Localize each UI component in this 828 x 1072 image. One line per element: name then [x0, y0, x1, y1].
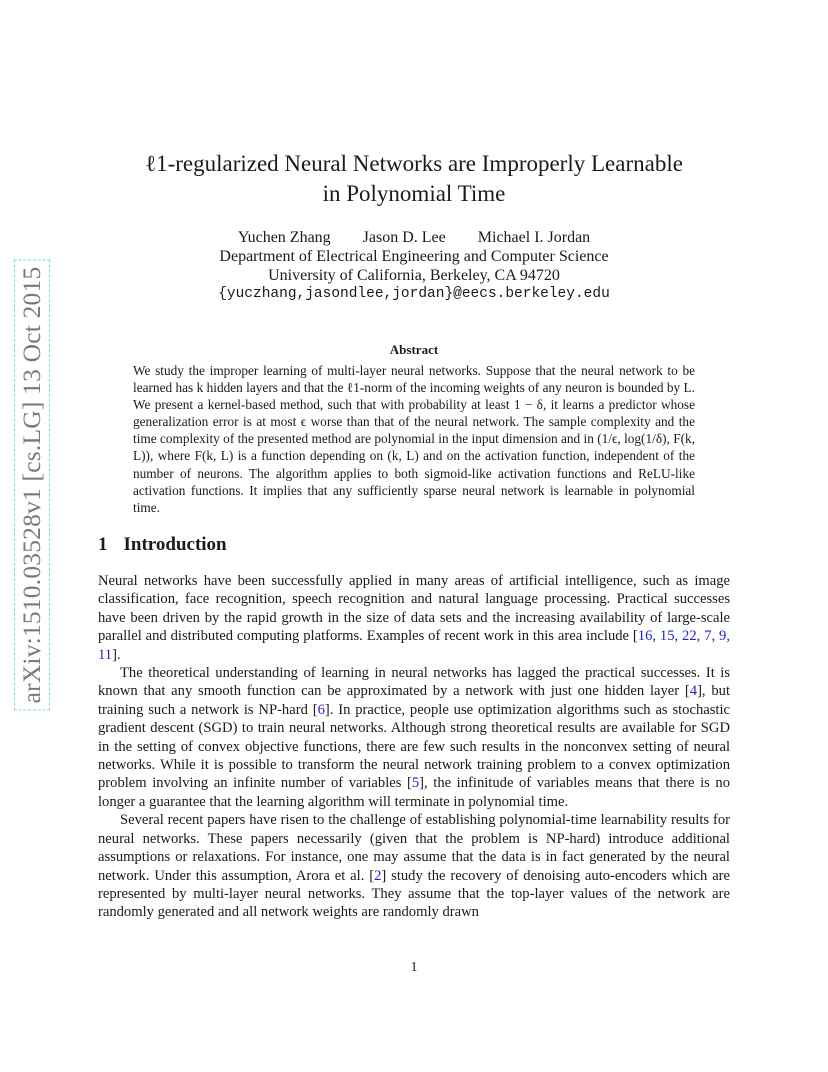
citation-link[interactable]: 4	[689, 683, 698, 700]
paragraph-text: The theoretical understanding of learning in neural networks has lagged the practical successes. It is known that any smooth function can be approximated by a network with just one hidden layer [	[98, 665, 730, 700]
citation-link[interactable]: 16, 15, 22, 7, 9, 11	[98, 628, 730, 663]
paragraph	[98, 572, 730, 664]
author-emails: {yuczhang,jasondlee,jordan}@eecs.berkeley.edu	[218, 286, 610, 302]
author-department: Department of Electrical Engineering and Computer Science	[219, 248, 609, 265]
section-heading	[98, 534, 227, 556]
body-text	[98, 572, 730, 922]
paragraph	[98, 811, 730, 921]
paragraph	[98, 664, 730, 811]
abstract-text: We study the improper learning of multi-layer neural networks. Suppose that the neural network to be learned has k hidden layers and that the ℓ1-norm of the incoming weights of any neuron is bounded by L. We present a kernel-based method, such that with probability at least 1 − δ, it learns a predictor whose generalization error is at most ϵ worse than that of the neural network. The sample complexity and the time complexity of the presented method are polynomial in the input dimension and in (1/ϵ, log(1/δ), F(k, L)), where F(k, L) is a function depending on (k, L) and on the activation function, independent of the number of neurons. The algorithm applies to both sigmoid-like activation functions and ReLU-like activation functions. It implies that any sufficiently sparse neural network is learnable in polynomial time.	[133, 363, 695, 515]
author-block	[0, 228, 828, 304]
paragraph-text: ].	[112, 646, 121, 663]
citation-link[interactable]: 6	[317, 701, 325, 718]
abstract-heading: Abstract	[389, 342, 439, 357]
title-line-2: in Polynomial Time	[322, 181, 506, 206]
paragraph-text: Several recent papers have risen to the challenge of establishing polynomial-time learnability results for neural networks. These papers necessarily (given that the problem is NP-hard) introduce additional assumptions or relaxations. For instance, one may assume that the data is in fact generated by the neural network. Under this assumption, Arora et al. [	[98, 812, 730, 884]
author-names	[0, 228, 828, 247]
author-university: University of California, Berkeley, CA 94720	[268, 267, 560, 284]
author-name: Michael I. Jordan	[477, 229, 591, 246]
paragraph-text: ], the infinitude of variables means that there is no longer a guarantee that the learning algorithm will terminate in polynomial time.	[98, 775, 730, 810]
paragraph-text: Neural networks have been successfully applied in many areas of artificial intelligence, such as image classification, face recognition, speech recognition and natural language processing. Practical successes have been driven by the rapid growth in the size of data sets and the increasing availability of large-scale parallel and distributed computing platforms. Examples of recent work in this area include [	[98, 573, 730, 645]
section-number: 1	[98, 534, 108, 555]
arxiv-sidebar-stamp	[4, 255, 60, 715]
author-name: Jason D. Lee	[362, 229, 446, 246]
paragraph-text: ] study the recovery of denoising auto-encoders which are represented by multi-layer neural networks. They assume that the top-layer values of the network are randomly generated and all network weights are randomly drawn	[98, 867, 731, 921]
abstract-body	[133, 362, 695, 516]
citation-link[interactable]: 5	[411, 775, 420, 792]
author-name: Yuchen Zhang	[237, 229, 331, 246]
section-title: Introduction	[123, 534, 227, 555]
paper-title	[0, 149, 828, 209]
citation-link[interactable]: 2	[374, 867, 382, 884]
arxiv-identifier: arXiv:1510.03528v1 [cs.LG] 13 Oct 2015	[14, 260, 50, 711]
paragraph-text: ]. In practice, people use optimization algorithms such as stochastic gradient descent (SGD) to train neural networks. Although strong theoretical results are available for SGD in the setting of convex objective functions, there are few such results in the nonconvex setting of neural networks. While it is possible to transform the neural network training problem to a convex optimization problem involving an infinite number of variables [	[98, 701, 730, 792]
paragraph-text: ], but training such a network is NP-hard [	[98, 683, 730, 718]
page-number: 1	[410, 960, 418, 975]
title-line-1: ℓ1-regularized Neural Networks are Improperly Learnable	[145, 151, 683, 176]
